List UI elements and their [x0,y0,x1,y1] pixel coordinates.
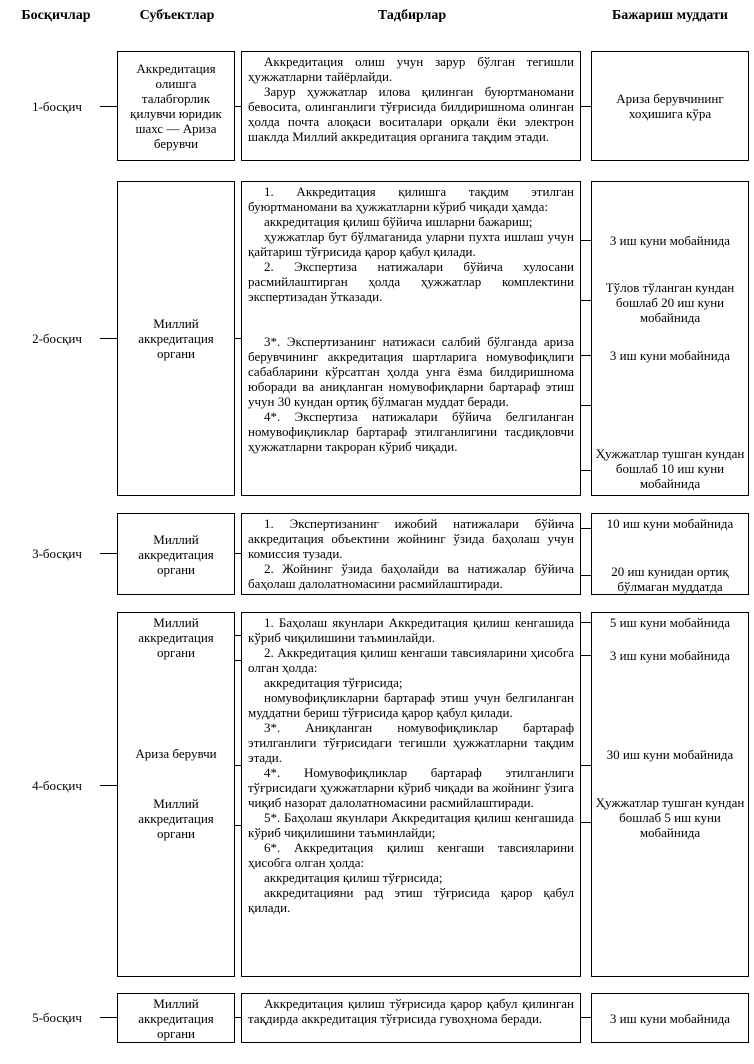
subject-text: Миллий аккредитация органи [138,531,214,577]
deadline-text: 10 иш куни мобайнида [606,516,734,531]
action-item: 1. Экспертизанинг ижобий натижалари бўйича аккредитация объектини жойнинг ўзида баҳолаш учун комиссия тузади. [248,516,574,561]
action-item: Аккредитация қилиш тўғрисида қарор қабул қилинган тақдирда аккредитация тўғрисида гувоҳнома беради. [248,996,574,1026]
subject-box [117,993,235,1043]
deadline-text: 3 иш куни мобайнида [609,1010,731,1026]
action-item: Аккредитация олиш учун зарур бўлган тегишли ҳужжатларни тайёрлайди. [248,54,574,84]
header-stages: Босқичлар [21,8,91,23]
stage-label: 5-босқич [32,1010,82,1025]
subject-text: Миллий аккредитация органи [138,796,214,841]
subject-box [117,51,235,161]
deadline-text: Ҳужжатлар тушган кундан бошлаб 5 иш куни мобайнида [595,795,745,840]
stage-label: 3-босқич [32,546,82,561]
action-item: аккредитацияни рад этиш тўғрисида қарор қабул қилади. [248,885,574,915]
action-item: 4*. Экспертиза натижалари бўйича белгиланган номувофиқликлар бартараф этилганлигини тасдиқловчи ҳужжатларни такроран кўриб чиқади. [248,409,574,454]
action-item: 3*. Аниқланган номувофиқликлар бартараф этилганлиги тўғрисидаги тегишли ҳужжатларни тақдим этади. [248,720,574,765]
deadline-box [591,612,749,977]
actions-box [241,513,581,595]
header-subjects: Субъектлар [139,8,215,23]
action-item: 1. Аккредитация қилишга тақдим этилган буюртманомани ва ҳужжатларни кўриб чиқади ҳамда: [248,184,574,214]
deadline-box [591,513,749,595]
subject-text: Миллий аккредитация органи [138,615,214,660]
subject-box [117,513,235,595]
actions-box [241,993,581,1043]
deadline-text: 3 иш куни мобайнида [609,233,731,248]
deadline-box [591,51,749,161]
deadline-text: 3 иш куни мобайнида [609,648,731,663]
action-item: аккредитация қилиш тўғрисида; [264,870,443,885]
action-item: аккредитация қилиш бўйича ишларни бажариш; [264,214,533,229]
subject-text: Миллий аккредитация органи [138,316,214,361]
subject-box [117,612,235,977]
deadline-box [591,993,749,1043]
stage-label: 4-босқич [32,778,82,793]
action-item: 2. Жойнинг ўзида баҳолайди ва натижалар бўйича баҳолаш далолатномасини расмийлаштиради. [248,561,574,591]
action-item: 3*. Экспертизанинг натижаси салбий бўлганда ариза берувчининг аккредитация шартларига номувофиқлиги сабабларини кўрсатган ҳолда унга ёзма билдиришнома юборади ва аниқланган номувофиқларни бартараф этиш учун 30 кундан ортиқ бўлмаган муддат беради. [248,334,574,409]
deadline-text: Ариза берувчининг хоҳишига кўра [616,91,724,121]
deadline-text: 3 иш куни мобайнида [609,348,731,363]
subject-box [117,181,235,496]
action-item: номувофиқликларни бартараф этиш учун белгиланган муддатни бериш тўғрисида қарор қабул қилади. [248,690,574,720]
header-actions: Тадбирлар [377,8,447,23]
deadline-text: 30 иш куни мобайнида [606,747,734,762]
action-item: 4*. Номувофиқликлар бартараф этилганлиги тўғрисидаги ҳужжатларни кўриб чиқади ва жойнинг ўзига чиқиб назорат далолатномасини расмийлаштиради. [248,765,574,810]
action-item: Зарур ҳужжатлар илова қилинган буюртманомани бевосита, олинганлиги тўғрисида билдиришнома олинган ҳолда почта алоқаси воситалари орқали ёки электрон шаклда Миллий аккредитация органига тақдим этади. [248,84,574,144]
actions-box [241,612,581,977]
subject-text: Ариза берувчи [135,746,217,761]
action-item: 2. Экспертиза натижалари бўйича хулосани расмийлаштирган ҳолда ҳужжатлар комплектини экспертизадан ўтказади. [248,259,574,304]
deadline-text: Ҳужжатлар тушган кундан бошлаб 10 иш куни мобайнида [595,446,745,491]
subject-text: Аккредитация олишга талабгорлик қилувчи юридик шахс — Ариза берувчи [130,61,222,151]
deadline-text: 20 иш кунидан ортиқ бўлмаган муддатда [611,564,729,594]
stage-label: 1-босқич [32,99,82,114]
stage-label: 2-босқич [32,331,82,346]
deadline-text: 5 иш куни мобайнида [609,615,731,630]
deadline-text: Тўлов тўланган кундан бошлаб 20 иш куни мобайнида [605,280,735,325]
action-item: 6*. Аккредитация қилиш кенгаши тавсияларини ҳисобга олган ҳолда: [248,840,574,870]
deadline-box [591,181,749,496]
subject-text: Миллий аккредитация органи [138,995,214,1041]
action-item: 5*. Баҳолаш якунлари Аккредитация қилиш кенгашида кўриб чиқилишини таъминлайди; [248,810,574,840]
actions-box [241,51,581,161]
action-item: аккредитация тўғрисида; [264,675,403,690]
actions-box [241,181,581,496]
action-item: 1. Баҳолаш якунлари Аккредитация қилиш кенгашида кўриб чиқилишини таъминлайди. [248,615,574,645]
header-deadline: Бажариш муддати [612,8,728,23]
action-item: ҳужжатлар бут бўлмаганида уларни пухта ишлаш учун қайтариш тўғрисида қарор қабул қилади. [248,229,574,259]
action-item: 2. Аккредитация қилиш кенгаши тавсияларини ҳисобга олган ҳолда: [248,645,574,675]
